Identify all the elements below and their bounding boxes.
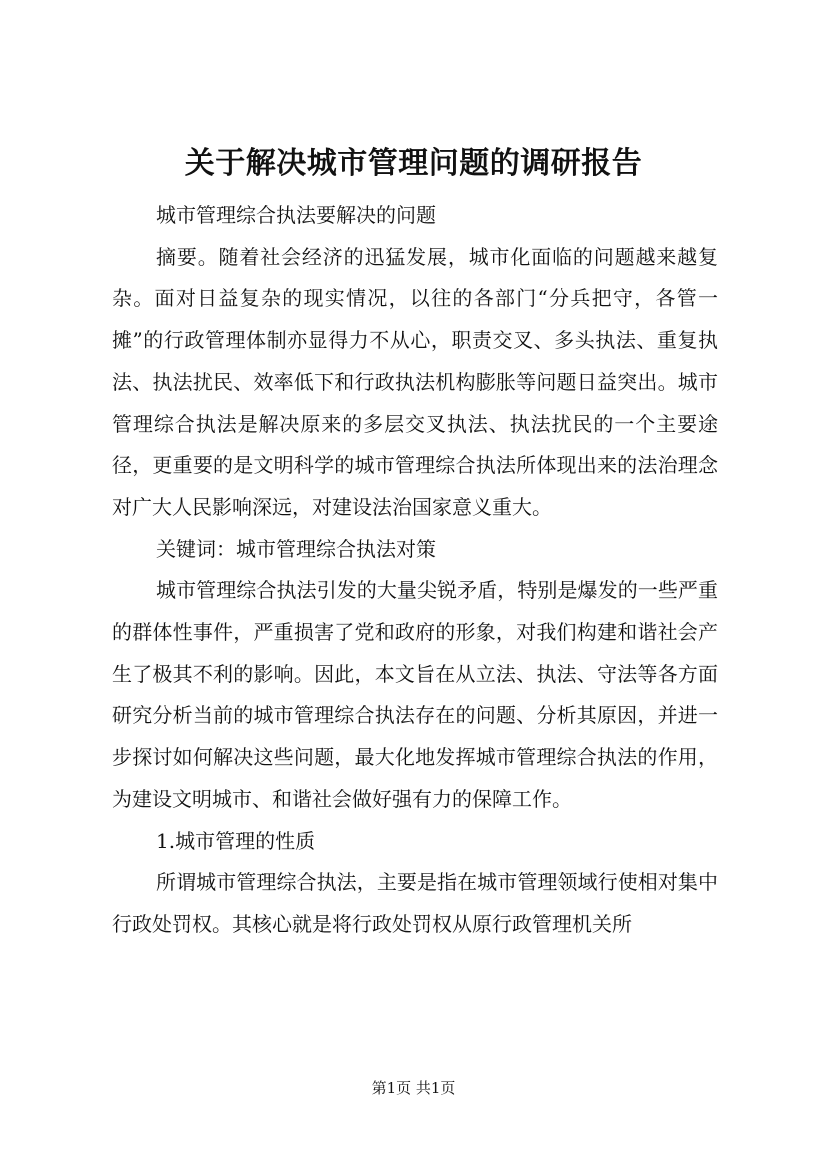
intro-paragraph: 城市管理综合执法引发的大量尖锐矛盾，特别是爆发的一些严重的群体性事件，严重损害了党和政府的形象，对我们构建和谐社会产生了极其不利的影响。因此，本文旨在从立法、执法、守法等各方面研究分析当前的城市管理综合执法存在的问题、分析其原因，并进一步探讨如何解决这些问题，最大化地发挥城市管理综合执法的作用，为建设文明城市、和谐社会做好强有力的保障工作。 (112, 578, 718, 811)
abstract-paragraph: 摘要。随着社会经济的迅猛发展，城市化面临的问题越来越复杂。面对日益复杂的现实情况，以往的各部门“分兵把守，各管一摊”的行政管理体制亦显得力不从心，职责交叉、多头执法、重复执法、执法扰民、效率低下和行政执法机构膨胀等问题日益突出。城市管理综合执法是解决原来的多层交叉执法、执法扰民的一个主要途径，更重要的是文明科学的城市管理综合执法所体现出来的法治理念对广大人民影响深远，对建设法治国家意义重大。 (112, 244, 718, 519)
section-heading: 城市管理综合执法要解决的问题 (156, 203, 436, 227)
document-body (112, 195, 718, 946)
section-1-heading: 1.城市管理的性质 (156, 828, 316, 853)
document-title: 关于解决城市管理问题的调研报告 (184, 146, 643, 181)
keywords-paragraph: 关键词：城市管理综合执法对策 (156, 536, 436, 561)
page-footer: 第1页 共1页 (371, 1079, 456, 1097)
section-1-paragraph: 所谓城市管理综合执法，主要是指在城市管理领域行使相对集中行政处罚权。其核心就是将行政处罚权从原行政管理机关所 (112, 870, 718, 936)
